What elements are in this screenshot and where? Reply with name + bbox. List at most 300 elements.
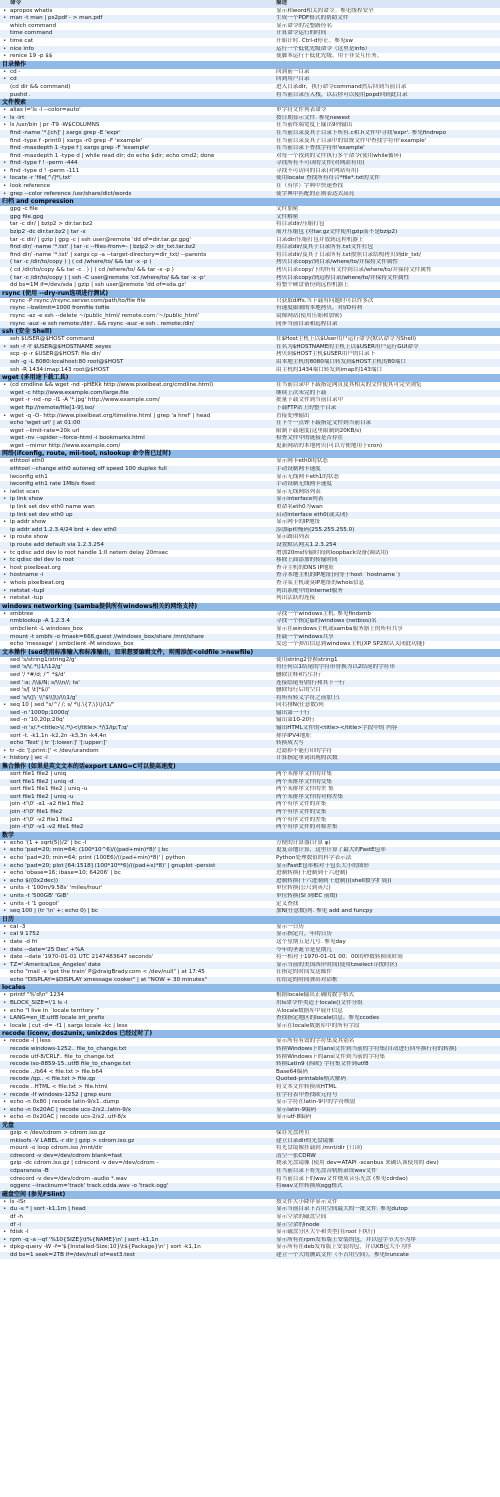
bullet-icon: • — [3, 15, 7, 22]
table-row — [0, 30, 500, 38]
description-cell: 将当前目录下的wav文件烧成音乐光盘 (参见cdrdao) — [276, 1175, 408, 1182]
bullet-icon: • — [3, 862, 7, 869]
command-cell — [0, 168, 274, 175]
command-cell — [0, 259, 274, 266]
command-text: ( cd /dir/to/copy && tar -c . ) | ( cd /where/to/ && tar -x -p ) — [10, 267, 174, 273]
table-row — [0, 38, 500, 46]
table-row — [0, 489, 500, 497]
command-cell — [0, 275, 274, 282]
bullet-icon: • — [3, 564, 7, 571]
table-row — [0, 680, 500, 688]
command-text: ethtool --change eth0 autoneg off speed 100 duplex full — [10, 466, 167, 473]
command-cell — [0, 107, 274, 114]
command-cell — [0, 84, 274, 91]
table-row — [0, 1008, 500, 1016]
command-text: LANG=en_IE.utf8 locale int_prefix — [10, 1015, 105, 1022]
command-text: date -d fri — [10, 938, 38, 945]
description-cell: 显示网卡的IP地址 — [276, 519, 321, 526]
description-cell: 下载FTP站上的整个目录 — [276, 404, 337, 411]
command-cell — [0, 229, 274, 236]
command-cell — [0, 565, 274, 572]
command-text: dpkg-query -W -f='${Installed-Size;10}\t${Package}\n' | sort -k1,1n — [10, 1244, 201, 1251]
bullet-icon: • — [3, 534, 7, 541]
command-text: echo -n 0x20AC | recode ucs-2/x2..utf-8/x — [10, 1114, 127, 1121]
table-row — [0, 1153, 500, 1161]
table-row — [0, 924, 500, 932]
bullet-icon: • — [3, 946, 7, 953]
description-cell: 建立目录dir的光盘镜像 — [276, 1137, 334, 1144]
command-text: tc qdisc del dev lo root — [10, 557, 74, 564]
table-row — [0, 107, 500, 115]
command-text: smbtree — [10, 610, 34, 617]
command-cell — [0, 908, 274, 915]
description-cell: 使用locate 查找所有符合*file*.txt的文件 — [276, 175, 381, 182]
bullet-icon: • — [3, 755, 7, 762]
table-row — [0, 1183, 500, 1191]
table-row — [0, 435, 500, 443]
description-cell: 手动设制无线网卡速度 — [276, 481, 332, 488]
bullet-icon: • — [3, 847, 7, 854]
bullet-icon: • — [3, 1038, 7, 1045]
bullet-icon: • — [3, 76, 7, 83]
command-text: netstat -tup — [10, 595, 43, 602]
command-text: ( tar -c /dir/to/copy ) | ( cd /where/to/ && tar -x -p ) — [10, 259, 152, 266]
description-cell: 将整个硬盘备份到远程机器上 — [276, 282, 349, 289]
command-text: sort -t. -k1,1n -k2,2n -k3,3n -k4,4n — [10, 732, 107, 739]
description-cell: 显示指定月，年的日历 — [276, 931, 332, 938]
command-cell — [0, 175, 274, 182]
description-cell: 在当前目录及其子目录下所有.c和.h文件中寻找'expr'. 参见findrepo — [276, 129, 446, 136]
command-text: gpg file.gpg — [10, 213, 44, 220]
bullet-icon: • — [3, 175, 7, 182]
description-cell: 清空一张CDRW — [276, 1152, 316, 1159]
bullet-icon: • — [3, 587, 7, 594]
command-text: sed -n '1000p;1000q' — [10, 709, 70, 716]
command-cell — [0, 664, 274, 671]
table-row — [0, 321, 500, 329]
header-description: 描述 — [276, 0, 288, 6]
table-row — [0, 893, 500, 901]
command-cell — [0, 38, 274, 45]
command-text: ssh -R 1434:imap:143 root@$HOST — [10, 366, 110, 373]
table-row — [0, 817, 500, 825]
command-text: tc qdisc add dev lo root handle 1:0 netem delay 20msec — [10, 549, 169, 556]
description-cell: 显示网卡eth0的状态 — [276, 458, 328, 465]
table-row — [0, 1252, 500, 1260]
bullet-icon: • — [3, 122, 7, 129]
description-cell: 向右排N(任意数)列 — [276, 702, 324, 709]
description-cell: 在当前目录下将光盘音轨转录成wav文件 — [276, 1167, 377, 1174]
command-text: gzip -dc cdrom.iso.gz | cdrecord -v dev=/dev/cdrom - — [10, 1160, 159, 1167]
description-cell: 显示FastE包率相对于包长大小的图形 — [276, 862, 370, 869]
table-row — [0, 725, 500, 733]
command-cell — [0, 336, 274, 343]
command-cell — [0, 1000, 274, 1007]
description-cell: 显示无线网卡eth1的状态 — [276, 473, 340, 480]
section-header: 数学 — [0, 832, 500, 840]
command-cell — [0, 534, 274, 541]
command-cell — [0, 755, 274, 762]
description-cell: 查寻主机的DNS IP地址 — [276, 564, 334, 571]
command-text: recode windows-1252.. file_to_change.txt — [10, 1046, 127, 1053]
command-cell — [0, 717, 274, 724]
table-row — [0, 267, 500, 275]
command-text: sort file1 file2 | uniq -d — [10, 778, 74, 785]
bullet-icon: • — [3, 1091, 7, 1098]
command-cell — [0, 267, 274, 274]
command-text: sort file1 file1 file2 | uniq -u — [10, 786, 88, 793]
description-cell: 有速度限制的本地拷贝，对I/O有利 — [276, 305, 363, 312]
table-row — [0, 351, 500, 359]
command-text: cd — [10, 76, 17, 83]
command-text: gpg -c file — [10, 206, 38, 213]
command-cell — [0, 710, 274, 717]
description-cell: 更新网站的本地拷贝(可以方便地用于cron) — [276, 442, 383, 449]
section-header: 网络(ifconfig, route, mii-tool, nslookup 命令皆已过时) — [0, 450, 500, 458]
command-text: cd - — [10, 68, 21, 75]
section-header: 集合操作 (如果是英文文本的话export LANG=C可以提高速度) — [0, 763, 500, 771]
description-cell: 两个未排序文件的差 集 — [276, 786, 334, 793]
description-cell: 设置默认网关1.2.3.254 — [276, 542, 337, 548]
bullet-icon: • — [3, 610, 7, 617]
command-text: ls -lSr — [10, 1198, 26, 1205]
table-row — [0, 413, 500, 421]
command-text: iwlist scan — [10, 488, 40, 495]
table-row — [0, 863, 500, 871]
command-cell — [0, 23, 274, 30]
table-row — [0, 710, 500, 718]
command-text: smbclient -L windows_box — [10, 625, 84, 632]
description-cell: 重命名eth0为wan — [276, 504, 323, 511]
section-header: locales — [0, 984, 500, 992]
command-text: ip addr add 1.2.3.4/24 brd + dev eth0 — [10, 526, 117, 533]
description-cell: 进入目录dir，执行命令command然后回到当前目录 — [276, 83, 407, 90]
description-cell: 回到用户目录 — [276, 76, 310, 83]
bullet-icon: • — [3, 1015, 7, 1022]
description-cell: 转换成大写 — [276, 740, 304, 747]
description-cell: 生成一个PDF格式的帮助文件 — [276, 15, 349, 22]
table-row — [0, 252, 500, 260]
description-cell: 使脚本运行于低优先级。用于非交互任务。 — [276, 53, 383, 60]
command-cell — [0, 69, 274, 76]
command-cell — [0, 30, 274, 37]
command-cell — [0, 618, 274, 625]
command-cell — [0, 779, 274, 786]
command-text: cdrecord -v dev=/dev/cdrom -audio *.wav — [10, 1175, 127, 1182]
table-row — [0, 397, 500, 405]
command-text: find -maxdepth 1 -type d | while read dir; do echo $dir; echo cmd2; done — [10, 152, 215, 159]
command-cell — [0, 1229, 274, 1236]
bullet-icon: • — [3, 167, 7, 174]
table-row — [0, 908, 500, 916]
command-cell — [0, 191, 274, 198]
table-row — [0, 824, 500, 832]
table-row — [0, 474, 500, 482]
description-cell: 在给定的时间弹出对话框 — [276, 976, 338, 983]
table-row — [0, 420, 500, 428]
description-cell: 在当前目录中下载指定网页及其相关的文件使其可完全浏览 — [276, 382, 422, 389]
command-cell — [0, 504, 274, 511]
table-row — [0, 939, 500, 947]
description-cell: 单位转换(SI 到IEC 前缀) — [276, 892, 338, 899]
command-text: df -i — [10, 1221, 21, 1228]
table-row — [0, 175, 500, 183]
description-cell: 对每一个找到的文件执行多个命令(使用while循环) — [276, 152, 402, 159]
table-row — [0, 69, 500, 77]
bullet-icon: • — [3, 37, 7, 44]
table-row — [0, 1222, 500, 1230]
command-text: find dir/ -name '*.txt' | tar -c --files-from=- | bzip2 > dir_txt.tar.bz2 — [10, 244, 196, 251]
table-row — [0, 542, 500, 550]
command-text: mkisofs -V LABEL -r dir | gzip > cdrom.iso.gz — [10, 1137, 135, 1144]
command-cell — [0, 183, 274, 190]
table-row — [0, 183, 500, 191]
description-cell: 删除注释和空白行 — [276, 671, 321, 678]
table-row — [0, 405, 500, 413]
command-cell — [0, 969, 274, 976]
description-cell: 两个未排序文件的对称差集 — [276, 793, 344, 800]
command-text: dd bs=1M if=/dev/sda | gzip | ssh user@remote 'dd of=sda.gz' — [10, 282, 186, 289]
command-cell — [0, 237, 274, 244]
description-cell: 将光盘镜像挂载到 /mnt/dir (只读) — [276, 1145, 363, 1152]
command-cell — [0, 115, 274, 122]
table-row — [0, 733, 500, 741]
table-row — [0, 1160, 500, 1168]
description-cell: 过滤掉不能打印的字符 — [276, 747, 332, 754]
section-header: 文本操作 (sed使用标准输入和标准输出，如果想要编辑文件，则需添加<oldfile >newfile) — [0, 649, 500, 657]
description-cell: 两个有序文件的并集 — [276, 801, 327, 808]
description-cell: 将所有转义字符之前加上\ — [276, 694, 340, 701]
command-cell — [0, 901, 274, 908]
bullet-icon: • — [3, 854, 7, 861]
table-row — [0, 130, 500, 138]
description-cell: 按日期显示文件. 参见newest — [276, 114, 351, 121]
command-text: echo "I live in `locale territory`" — [10, 1007, 100, 1014]
command-cell — [0, 847, 274, 854]
description-cell: 查寻本地主机的IP地址(同等于host `hostname`) — [276, 572, 400, 579]
bullet-icon: • — [3, 519, 7, 526]
table-row — [0, 717, 500, 725]
table-row — [0, 1054, 500, 1062]
description-cell: 单位转换(公尺到英尺) — [276, 885, 331, 892]
description-cell: 用ls命令作类适于locale()文件分组 — [276, 1000, 363, 1007]
command-text: seq 10 | sed "s/^/ /; s/ *\(.\{7,\}\)/\1/" — [10, 702, 115, 709]
command-text: wget --limit-rate=20k url — [10, 427, 80, 434]
command-text: rsync --bwlimit=1000 fromfile tofile — [10, 305, 110, 312]
command-text: apropos whatis — [10, 7, 53, 14]
command-text: ls -lrt — [10, 114, 25, 121]
table-row — [0, 641, 500, 649]
description-cell: 输出第10-20行 — [276, 717, 315, 724]
command-cell — [0, 1252, 274, 1259]
command-cell — [0, 496, 274, 503]
bullet-icon: • — [3, 1206, 7, 1213]
command-cell — [0, 542, 274, 549]
command-text: echo 'wget url' | at 01:00 — [10, 420, 81, 427]
description-cell: 两个有序文件的差集 — [276, 816, 327, 823]
bullet-icon: • — [3, 45, 7, 52]
description-cell: 列出系统中的internet服务 — [276, 587, 343, 594]
table-row — [0, 115, 500, 123]
description-cell: 定义查找 — [276, 900, 299, 907]
command-cell — [0, 420, 274, 427]
command-cell — [0, 1046, 274, 1053]
command-cell — [0, 244, 274, 251]
command-cell — [0, 1153, 274, 1160]
table-row — [0, 687, 500, 695]
description-cell: 进制转换(十进制到十六进制) — [276, 870, 348, 877]
command-text: join -t'\0' file1 file2 — [10, 809, 63, 815]
bullet-icon: • — [3, 68, 7, 75]
bullet-icon: • — [3, 572, 7, 579]
command-cell — [0, 580, 274, 587]
table-row — [0, 618, 500, 626]
command-text: join -t'\0' -a1 -a2 file1 file2 — [10, 801, 84, 808]
table-row — [0, 1114, 500, 1122]
command-cell — [0, 443, 274, 450]
command-text: scp -p -r $USER@$HOST: file dir/ — [10, 351, 101, 358]
table-row — [0, 1138, 500, 1146]
command-text: grep --color reference /usr/share/dict/words — [10, 190, 132, 197]
table-row — [0, 168, 500, 176]
table-row — [0, 336, 500, 344]
command-text: echo "DISPLAY=$DISPLAY xmessage cooker" | at "NOW + 30 minutes" — [10, 976, 208, 983]
bullet-icon: • — [3, 488, 7, 495]
command-text: recode /qp.. < file.txt > file.qp — [10, 1076, 96, 1083]
command-text: whois pixelbeat.org — [10, 579, 65, 586]
table-row — [0, 8, 500, 16]
command-text: echo 'pad=20; min=64; (100*10^6)/((pad+min)*8)' | bc — [10, 847, 169, 854]
table-row — [0, 1061, 500, 1069]
table-row — [0, 46, 500, 54]
section-header: 日历 — [0, 916, 500, 924]
table-row — [0, 977, 500, 985]
bullet-icon: • — [3, 900, 7, 907]
table-row — [0, 160, 500, 168]
command-text: wget -c http://www.example.com/large.file — [10, 389, 129, 396]
command-text: echo -n 0x80 | recode latin-9/x1..dump — [10, 1099, 120, 1106]
table-row — [0, 259, 500, 267]
command-text: echo 'message' | smbclient -M windows_box — [10, 641, 134, 648]
command-cell — [0, 298, 274, 305]
table-row — [0, 657, 500, 665]
description-cell: 只获取diffs.当下载有问题时可以作多次 — [276, 297, 374, 304]
command-cell — [0, 1107, 274, 1114]
description-cell: 显示在windows主机或samba服务器上的所有共享 — [276, 625, 403, 632]
description-cell: 继续上次未完的下载 — [276, 389, 327, 396]
description-cell: 发送一个弹出信息到windows主机(XP SP2默认关闭此功能) — [276, 641, 425, 648]
command-text: netstat -tupl — [10, 587, 45, 594]
command-cell — [0, 657, 274, 664]
table-row — [0, 1176, 500, 1184]
command-text: date --date '1970-01-01 UTC 2147483647 seconds' — [10, 954, 154, 961]
table-row — [0, 748, 500, 756]
table-header — [0, 0, 500, 8]
command-cell — [0, 252, 274, 259]
table-row — [0, 23, 500, 31]
description-cell: 在当前目录及其子目录中的常规文件中查找字符串'example' — [276, 137, 427, 144]
command-text: wget -r -nd -np -l1 -A '*.jpg' http://www.example.com/ — [10, 397, 160, 404]
command-text: recode iso-8859-15..utf8 file_to_change.txt — [10, 1061, 131, 1068]
description-cell: 输出HTML文件的<title></title>字段中的 内容 — [276, 725, 398, 732]
command-text: units -t '500GB' 'GiB' — [10, 892, 69, 899]
command-cell — [0, 305, 274, 312]
command-cell — [0, 954, 274, 961]
command-text: tar -c dir/ | gzip | gpg -c | ssh user@remote 'dd of=dir.tar.gz.gpg' — [10, 236, 191, 243]
description-cell: 目录dir/压缩打包并放到远程机器上 — [276, 236, 364, 243]
bullet-icon: • — [3, 892, 7, 899]
command-text: echo 'pad=20; min=64; print (100E6)/((pad+min)*8)' | python — [10, 854, 186, 861]
description-cell: 批量下载文件到当前目录中 — [276, 397, 344, 404]
command-text: iwconfig eth1 — [10, 473, 48, 480]
bullet-icon: • — [3, 114, 7, 121]
command-cell — [0, 15, 274, 22]
bullet-icon: • — [3, 190, 7, 197]
description-cell: 将一相对于1970-01-01 00：00的秒数转换成时间 — [276, 954, 403, 961]
table-row — [0, 1069, 500, 1077]
table-row — [0, 367, 500, 375]
command-cell — [0, 840, 274, 847]
table-row — [0, 313, 500, 321]
table-row — [0, 76, 500, 84]
description-cell: 根据locale输出正确的数字格式 — [276, 992, 355, 999]
description-cell: 将目录dir/及其子目录所有.txt文件打包 — [276, 244, 374, 251]
table-row — [0, 1046, 500, 1054]
description-cell: 显示所有在deb发布版上安装的包，并以KB包大小为序 — [276, 1244, 412, 1251]
table-row — [0, 885, 500, 893]
command-text: ip route add default via 1.2.3.254 — [10, 542, 104, 548]
description-cell: 从locale数据库中展开信息 — [276, 1007, 343, 1014]
description-cell: 单字符文件列表命令 — [276, 107, 327, 114]
description-cell: 拷贝目录copy/下的所有文件到目录/where/to/并保持文件属性 — [276, 267, 432, 273]
table-row — [0, 1000, 500, 1008]
command-cell — [0, 550, 274, 557]
description-cell: 将任何以1结尾的字符串替换为以2结尾的字符串 — [276, 664, 395, 671]
description-cell: 文件解密 — [276, 213, 299, 220]
command-text: ssh $USER@$HOST command — [10, 336, 95, 343]
command-text: hostname -i — [10, 572, 44, 579]
command-text: join -t'\0' -v2 file1 file2 — [10, 816, 73, 823]
table-row — [0, 298, 500, 306]
command-text: echo "mail -s 'get the train' P@draigBrady.com < /dev/null" | at 17:45 — [10, 969, 205, 976]
table-row — [0, 588, 500, 596]
description-cell: 由主机的1434端口转发到imap的143端口 — [276, 366, 383, 373]
command-text: ls /usr/bin | pr -T9 -W$COLUMNS — [10, 122, 100, 129]
table-row — [0, 565, 500, 573]
description-cell: 将目录dir/压缩打包 — [276, 221, 325, 228]
description-cell: 添加ip和掩码(255.255.255.0) — [276, 526, 355, 533]
description-cell: 限制下载速度(这里限制到20KB/s) — [276, 427, 362, 434]
command-cell — [0, 771, 274, 778]
command-cell — [0, 878, 274, 885]
command-cell — [0, 595, 274, 602]
description-cell: 拷贝到$HOST主机$USER用户的目录下 — [276, 351, 376, 358]
command-cell — [0, 405, 274, 412]
table-row — [0, 992, 500, 1000]
command-cell — [0, 435, 274, 442]
command-text: time cat — [10, 37, 34, 44]
description-cell: 烧录光盘镜像 (使用 dev=ATAPI -scanbus 来确认该使用的 dev) — [276, 1160, 439, 1167]
description-cell: 在当前目录下查找字符串'example' — [276, 145, 365, 152]
description-cell: 将当前目录压入栈，以后你可以使用popd回到此目录 — [276, 91, 408, 98]
description-cell: 文件加密 — [276, 206, 299, 213]
description-cell: 启动interface eth0(或关闭) — [276, 511, 348, 518]
command-text: join -t'\0' -v1 -v2 file1 file2 — [10, 824, 84, 831]
command-cell — [0, 145, 274, 152]
header-command: 命令 — [10, 0, 22, 6]
command-text: echo 'Test' | tr '[:lower:]' '[:upper:]' — [10, 740, 107, 747]
command-text: (cd dir && command) — [10, 83, 71, 90]
